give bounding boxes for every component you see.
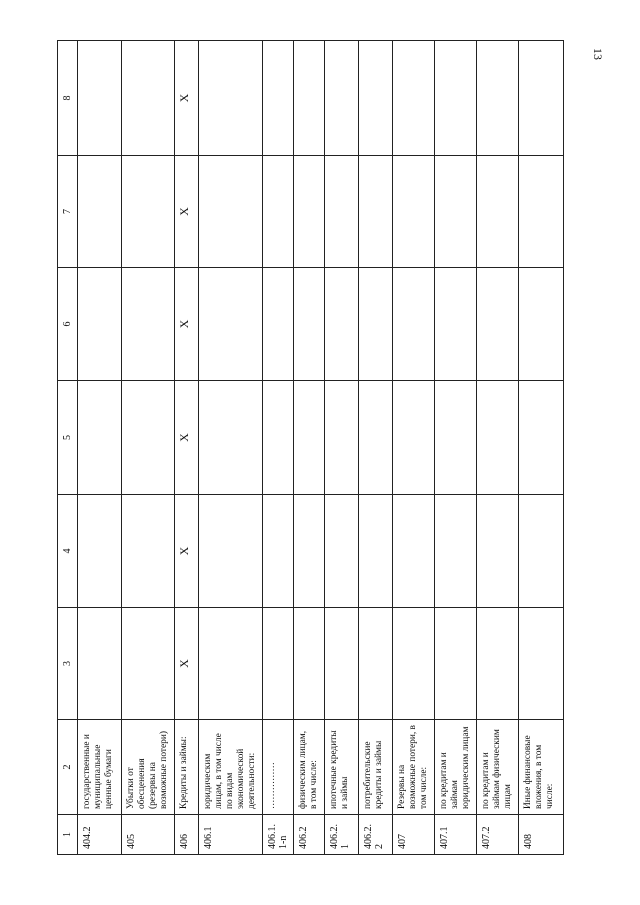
table-row — [199, 41, 263, 855]
table-cell — [477, 608, 519, 720]
table-cell — [477, 381, 519, 495]
table-cell — [393, 608, 435, 720]
table-cell — [393, 268, 435, 381]
table-cell — [435, 495, 477, 608]
table-cell — [78, 268, 122, 381]
row-code: 407 — [393, 815, 435, 855]
table-cell — [435, 608, 477, 720]
table-cell — [519, 41, 564, 156]
header-cell: 2 — [58, 720, 78, 815]
table-cell — [359, 381, 393, 495]
table-cell — [519, 268, 564, 381]
table-cell — [122, 156, 175, 268]
row-code: 407.2 — [477, 815, 519, 855]
row-code: 405 — [122, 815, 175, 855]
table-cell: X — [175, 41, 199, 156]
table-cell — [294, 608, 325, 720]
row-name: физическим лицам, в том числе: — [294, 720, 325, 815]
header-cell: 4 — [58, 495, 78, 608]
table-cell — [294, 381, 325, 495]
table-cell: X — [175, 381, 199, 495]
table-cell: X — [175, 495, 199, 608]
table-cell — [325, 495, 359, 608]
table-cell — [263, 495, 294, 608]
table-cell — [263, 156, 294, 268]
row-code: 404.2 — [78, 815, 122, 855]
financial-table — [57, 40, 564, 855]
row-name: по кредитам и займам юридическим лицам — [435, 720, 477, 815]
header-cell: 8 — [58, 41, 78, 156]
row-name: …………… — [263, 720, 294, 815]
financial-table-container — [57, 41, 555, 855]
row-name: Иные финансовые вложения, в том числе: — [519, 720, 564, 815]
table-cell — [294, 268, 325, 381]
table-cell — [263, 268, 294, 381]
table-cell — [359, 495, 393, 608]
table-cell — [435, 156, 477, 268]
table-cell — [122, 381, 175, 495]
header-row — [58, 41, 78, 855]
table-cell — [294, 156, 325, 268]
row-name: Убытки от обесценения (резервы на возможные потери) — [122, 720, 175, 815]
table-row — [519, 41, 564, 855]
table-cell — [263, 381, 294, 495]
table-cell — [359, 608, 393, 720]
table-row — [393, 41, 435, 855]
row-name: юридическим лицам, в том числе по видам экономической деятельности: — [199, 720, 263, 815]
table-row — [435, 41, 477, 855]
row-name: государственные и муниципальные ценные бумаги — [78, 720, 122, 815]
table-cell — [294, 41, 325, 156]
table-cell — [78, 381, 122, 495]
header-cell: 5 — [58, 381, 78, 495]
table-cell — [477, 41, 519, 156]
table-cell — [78, 156, 122, 268]
row-code: 406.1 — [199, 815, 263, 855]
table-cell — [122, 268, 175, 381]
table-row — [359, 41, 393, 855]
table-cell — [122, 41, 175, 156]
table-cell — [477, 156, 519, 268]
table-cell — [78, 41, 122, 156]
row-name: ипотечные кредиты и займы — [325, 720, 359, 815]
table-row — [325, 41, 359, 855]
table-cell — [122, 495, 175, 608]
row-code: 406.2.2 — [359, 815, 393, 855]
header-cell: 6 — [58, 268, 78, 381]
page-number: 13 — [591, 48, 605, 60]
table-cell — [359, 156, 393, 268]
table-cell — [199, 41, 263, 156]
table-cell — [294, 495, 325, 608]
table-cell — [519, 156, 564, 268]
table-cell — [393, 381, 435, 495]
row-code: 406.2 — [294, 815, 325, 855]
table-row — [263, 41, 294, 855]
table-cell — [325, 41, 359, 156]
row-name: по кредитам и займам физическим лицам — [477, 720, 519, 815]
table-cell — [393, 156, 435, 268]
table-cell — [435, 268, 477, 381]
row-code: 407.1 — [435, 815, 477, 855]
row-name: Кредиты и займы: — [175, 720, 199, 815]
row-name: Резервы на возможные потери, в том числе: — [393, 720, 435, 815]
table-cell — [435, 41, 477, 156]
table-cell — [477, 495, 519, 608]
row-code: 406.1.1-n — [263, 815, 294, 855]
table-row — [175, 41, 199, 855]
table-cell — [122, 608, 175, 720]
table-cell — [263, 41, 294, 156]
table-cell — [393, 495, 435, 608]
table-cell — [359, 268, 393, 381]
header-cell: 7 — [58, 156, 78, 268]
table-cell — [199, 608, 263, 720]
table-cell — [393, 41, 435, 156]
table-cell — [477, 268, 519, 381]
table-cell: X — [175, 608, 199, 720]
table-cell — [199, 495, 263, 608]
table-cell — [78, 495, 122, 608]
table-cell — [325, 268, 359, 381]
table-cell — [199, 268, 263, 381]
table-cell — [435, 381, 477, 495]
table-cell — [519, 608, 564, 720]
table-cell — [359, 41, 393, 156]
table-row — [122, 41, 175, 855]
table-cell — [199, 381, 263, 495]
table-cell — [78, 608, 122, 720]
header-cell: 3 — [58, 608, 78, 720]
table-cell — [325, 381, 359, 495]
table-cell — [199, 156, 263, 268]
table-row — [477, 41, 519, 855]
table-cell — [519, 381, 564, 495]
table-cell — [519, 495, 564, 608]
table-cell — [263, 608, 294, 720]
table-cell — [325, 608, 359, 720]
row-code: 406.2.1 — [325, 815, 359, 855]
table-row — [294, 41, 325, 855]
header-cell: 1 — [58, 815, 78, 855]
table-cell: X — [175, 268, 199, 381]
table-cell: X — [175, 156, 199, 268]
table-row — [78, 41, 122, 855]
table-cell — [325, 156, 359, 268]
row-name: потребительские кредиты и займы — [359, 720, 393, 815]
row-code: 406 — [175, 815, 199, 855]
row-code: 408 — [519, 815, 564, 855]
